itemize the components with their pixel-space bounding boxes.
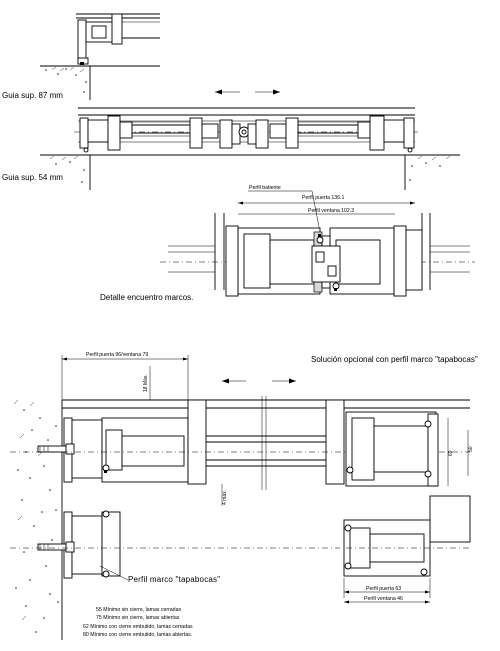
label-perfil-ventana-102: Perfil ventana 102.3 bbox=[308, 208, 355, 214]
label-perfil-puerta-96: Perfil puerta 96/ventana 79 bbox=[86, 352, 149, 358]
note-4: 80 Mínimo con cierre embutido, lamas abiertas. bbox=[83, 632, 193, 638]
label-perfil-ventana-46: Perfil ventana 46 bbox=[364, 596, 403, 602]
note-3: 62 Mínimo con cierre embutido, lamas cerradas bbox=[83, 624, 193, 630]
detail-guia-54 bbox=[2, 108, 460, 190]
detail-encuentro-marcos bbox=[100, 185, 475, 302]
label-perfil-marco-tapabocas: Perfil marco "tapabocas" bbox=[128, 575, 221, 584]
label-dim-18: 18 Máx. bbox=[143, 374, 149, 392]
slide-arrows-1 bbox=[215, 90, 280, 95]
label-solucion: Solución opcional con perfil marco "tapabocas" bbox=[311, 355, 478, 364]
wall-hatch bbox=[14, 400, 59, 633]
detail-solucion-tapabocas bbox=[10, 352, 478, 640]
label-perfil-puerta-136: Perfil puerta 136.1 bbox=[302, 195, 345, 201]
label-dim-4: 4 máx. bbox=[222, 489, 228, 505]
label-perfil-batiente: Perfil batiente bbox=[249, 185, 281, 191]
label-guia-87: Guia sup. 87 mm bbox=[2, 91, 63, 100]
detail-guia-87 bbox=[2, 14, 160, 100]
label-perfil-puerta-63: Perfil puerta 63 bbox=[366, 586, 402, 592]
note-1: 55 Mínimo sin cierre, lamas cerradas bbox=[96, 607, 182, 613]
note-2: 75 Mínimo sin cierre, lamas abiertas bbox=[96, 615, 180, 621]
label-dim-69: 69 bbox=[448, 450, 454, 456]
label-dim-50: 50 bbox=[468, 446, 474, 452]
label-guia-54: Guia sup. 54 mm bbox=[2, 173, 63, 182]
label-detalle: Detalle encuentro marcos. bbox=[100, 293, 194, 302]
